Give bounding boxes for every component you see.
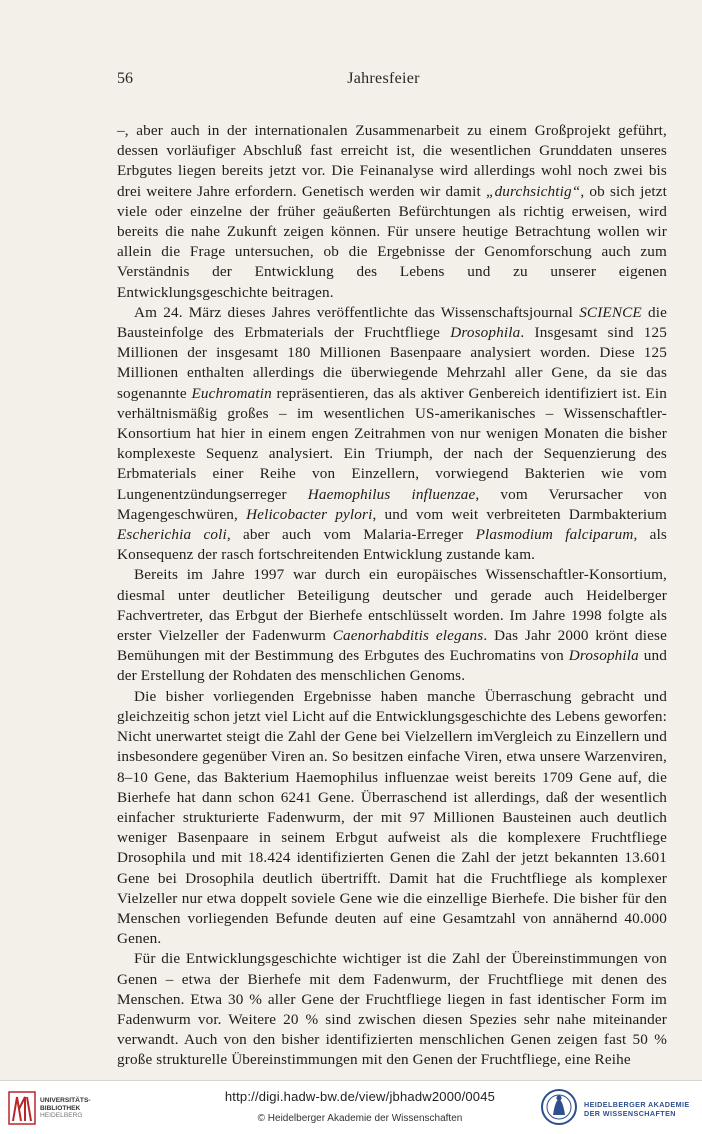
university-library-logo[interactable] bbox=[8, 1091, 108, 1125]
paragraph-2 bbox=[117, 303, 667, 566]
emphasis: Escherichia coli bbox=[117, 526, 227, 544]
emphasis: Plasmodium falciparum bbox=[475, 526, 634, 544]
emphasis: Drosophila bbox=[450, 324, 521, 342]
permalink-url[interactable]: http://digi.hadw-bw.de/view/jbhadw2000/0045 bbox=[224, 1089, 496, 1104]
text-run: Bereits im Jahre 1997 war durch ein europäisches Wissenschaftler-Konsortium, diesmal unter deutlicher Beteiligung deutscher und gerade auch Heidelberger Fachvertreter, das Erbgut der Bierhefe entschlüsselt worden. Im Jahre 1998 folgte als erster Vielzeller der Fadenwurm bbox=[117, 566, 667, 645]
paragraph-3 bbox=[117, 565, 667, 686]
text-run: die Bausteinfolge des Erbmaterials der Fruchtfliege bbox=[117, 303, 667, 342]
copyright-notice: © Heidelberger Akademie der Wissenschaften bbox=[257, 1113, 463, 1124]
academy-seal-icon bbox=[540, 1088, 578, 1126]
emphasis: Helicobacter pylori bbox=[246, 505, 373, 523]
logo-line: HEIDELBERG bbox=[40, 1112, 83, 1119]
page-number: 56 bbox=[117, 70, 133, 87]
running-title: Jahresfeier bbox=[347, 70, 420, 87]
academy-label bbox=[584, 1100, 690, 1118]
text-run: , vom Verursacher von Magengeschwüren, bbox=[117, 485, 667, 523]
emphasis: „durchsichtig“ bbox=[485, 182, 581, 200]
emphasis: Drosophila bbox=[568, 647, 639, 665]
text-run: , als Konsequenz der rasch fortschreitenden Entwicklung zustande kam. bbox=[117, 526, 667, 564]
text-run: , aber auch vom Malaria-Erreger bbox=[226, 526, 464, 544]
paragraph-4: Die bisher vorliegenden Ergebnisse haben manche Überraschung gebracht und gleichzeitig schon jetzt viel Licht auf die Entwicklungsgeschichte des Lebens geworfen: Nicht unerwartet steigt die Zahl der Gene bei Vielzellern imVergleich zu Einzellern und insbesondere gegenüber Viren an. So besitzen einfache Viren, etwa unsere Warzenviren, 8–10 Gene, das Bakterium Haemophilus influenzae weist bereits 1709 Gene auf, die Bierhefe hat dann schon 6241 Gene. Überraschend ist allerdings, daß der wesentlich einfacher strukturierte Fadenwurm, der mit 97 Millionen Bausteinen auch deutlich weniger Basenpaare in seinem Erbgut aufweist als die komplexere Fruchtfliege Drosophila und mit 18.424 identifizierten Genen die Zahl der jetzt bekannten 13.601 Gene bei Drosophila deutlich übertrifft. Damit hat die Fruchtfliege als komplexer Vielzeller nur etwa doppelt soviele Gene wie die einzellige Bierhefe. Die bisher für den Menschen vorliegenden Befunde deuten auf eine Gesamtzahl von annähernd 40.000 Genen. bbox=[117, 687, 667, 948]
paragraph-1 bbox=[117, 121, 667, 303]
paragraph-5: Für die Entwicklungsgeschichte wichtiger ist die Zahl der Übereinstimmungen von Genen – etwa der Bierhefe mit dem Fadenwurm, der Fruchtfliege mit denen des Menschen. Etwa 30 % aller Gene der Fruchtfliege liegen in fast identischer Form im Fadenwurm vor. Weitere 20 % sind zwischen diesen Spezies sehr nahe miteinander verwandt. Auch von den bisher identifizierten menschlichen Genen zeigen fast 50 % große strukturelle Übereinstimmungen mit den Genen der Fruchtfliege, eine Reihe bbox=[117, 950, 667, 1069]
logo-line: UNIVERSITÄTS- bbox=[40, 1097, 91, 1104]
text-run: –, aber auch in der internationalen Zusammenarbeit zu einem Großprojekt geführt, dessen vorläufiger Abschluß fast erreicht ist, die wesentlichen Grunddaten unseres Erbgutes liegen bereits jetzt vor. Die Feinanalyse wird allerdings wohl noch zwei bis drei weitere Jahre erfordern. Genetisch werden wir damit bbox=[117, 122, 667, 200]
text-run: . Insgesamt sind 125 Millionen der insgesamt 180 Millionen Basenpaare analysiert worden. Diese 125 Millionen enthalten allerdings die überwiegende Mehrzahl aller Gene, da sie das sogenannte bbox=[117, 324, 668, 402]
emphasis: Caenorhabditis elegans bbox=[332, 627, 484, 645]
logo-line: HEIDELBERGER AKADEMIE bbox=[584, 1100, 690, 1109]
academy-logo[interactable] bbox=[540, 1088, 700, 1128]
text-run: repräsentieren, das als aktiver Genbereich identifiziert ist. Ein verhältnismäßig großes – im wesentlichen US-amerikanisches – Wissenschaftler-Konsortium hat hier in einem engen Zeitrahmen von nur wenigen Monaten die bisher komplexeste Sequenz analysiert. Ein Triumph, der nach der Sequenzierung des Erbmaterials einer Reihe von Einzellern, vorwiegend Bakterien wie vom Lungenentzündungserreger bbox=[117, 384, 667, 503]
body-text bbox=[117, 121, 667, 1071]
text-run: Am 24. März dieses Jahres veröffentlichte das Wissenschaftsjournal bbox=[134, 303, 574, 321]
viewer-footer bbox=[0, 1080, 702, 1134]
text-run: . Das Jahr 2000 krönt diese Bemühungen mit der Bestimmung des Erbgutes des Euchromatins von bbox=[117, 627, 667, 665]
university-library-icon bbox=[8, 1091, 36, 1125]
running-head bbox=[117, 70, 650, 92]
logo-line: DER WISSENSCHAFTEN bbox=[584, 1109, 676, 1118]
emphasis: SCIENCE bbox=[579, 303, 642, 321]
footer-center bbox=[150, 1089, 570, 1124]
text-run: , ob sich jetzt viele oder einzelne der früher geäußerten Befürchtungen als richtig erweisen, wird bereits die nahe Zukunft zeigen können. Für unsere heutige Betrachtung wollen wir allein die Frage untersuchen, ob die Ergebnisse der Genomforschung auch zum Verständnis der Entwicklung des Lebens und zu unserer eigenen Entwicklungsgeschichte beitragen. bbox=[117, 182, 667, 301]
logo-line: BIBLIOTHEK bbox=[40, 1104, 81, 1112]
emphasis: Haemophilus influenzae bbox=[307, 485, 476, 503]
emphasis: Euchromatin bbox=[191, 384, 272, 402]
text-run: und der Erstellung der Rohdaten des menschlichen Genoms. bbox=[117, 647, 668, 685]
university-library-label bbox=[40, 1097, 91, 1120]
text-run: , und vom weit verbreiteten Darmbakterium bbox=[372, 505, 667, 523]
